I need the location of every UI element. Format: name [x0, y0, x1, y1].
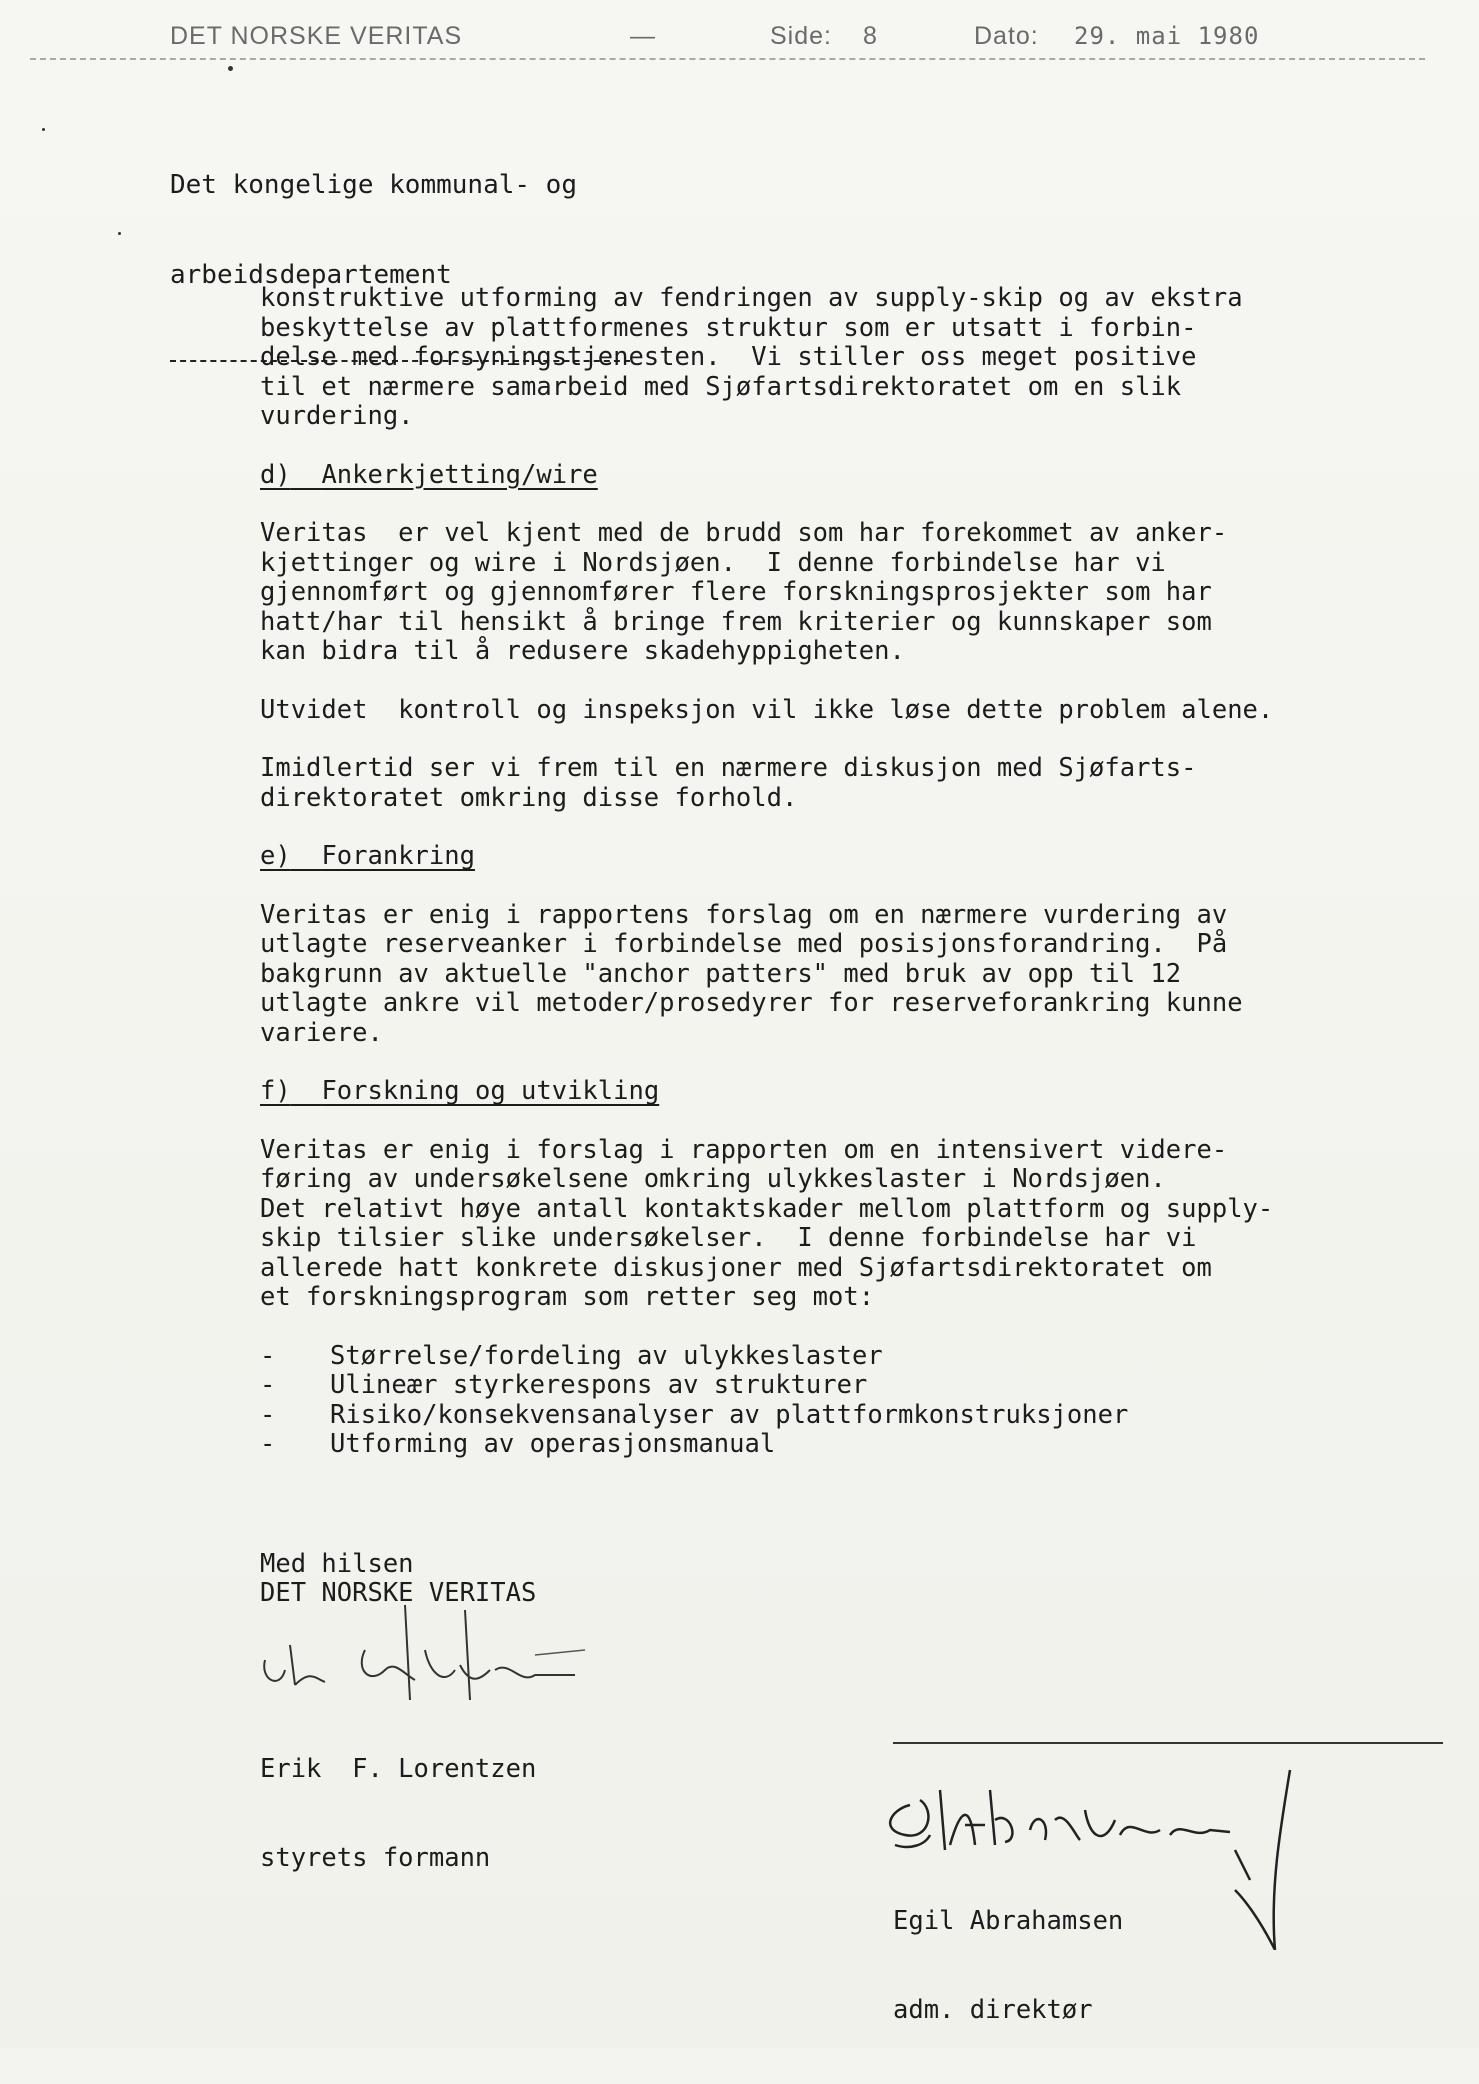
letterhead: [170, 18, 1320, 58]
section-heading-d: [260, 461, 1440, 491]
section-e-letter: e): [260, 841, 291, 871]
research-list: [260, 1342, 1440, 1460]
list-marker: -: [260, 1399, 276, 1430]
section-f-letter: f): [260, 1076, 291, 1106]
signature-line: [893, 1742, 1443, 1744]
list-item: [260, 1371, 1440, 1401]
scan-speck: [228, 66, 233, 71]
paragraph-e-1: Veritas er enig i rapportens forslag om en nærmere vurdering av utlagte reserveanker i forbindelse med posisjonsforandring. På bakgrunn av aktuelle "anchor patters" med bruk av opp til 12 utlagte ankre vil metoder/prosedyrer for reserveforankring kunne variere.: [260, 899, 1243, 1048]
signature-left: [255, 1590, 705, 1705]
list-marker: -: [260, 1429, 276, 1459]
signer-right-title: adm. direktør: [893, 1994, 1093, 2025]
signer-left-title: styrets formann: [260, 1842, 491, 1873]
list-item-text: Ulineær styrkerespons av strukturer: [330, 1370, 868, 1400]
closing-greeting: Med hilsen: [260, 1548, 414, 1579]
section-f-title: Forskning og utvikling: [321, 1076, 660, 1106]
list-item-text: Risiko/konsekvensanalyser av plattformkonstruksjoner: [330, 1399, 1129, 1430]
header-date: 29. mai 1980: [1074, 22, 1260, 50]
scan-speck: [42, 128, 45, 131]
closing-organization: DET NORSKE VERITAS: [260, 1578, 537, 1608]
section-d-letter: d): [260, 459, 291, 490]
header-page-label: Side:: [770, 22, 832, 50]
section-d-title: Ankerkjetting/wire: [321, 459, 598, 490]
header-dash: —: [630, 22, 656, 50]
paragraph-f-1: Veritas er enig i forslag i rapporten om en intensivert videre- føring av undersøkelsene omkring ulykkeslaster i Nordsjøen. Det relativt høye antall kontaktskader mellom plattform og supply- skip tilsier slike undersøkelser. I denne forbindelse har vi allerede hatt konkrete diskusjoner med Sjøfartsdirektoratet om et forskningsprogram som retter seg mot:: [260, 1134, 1274, 1312]
section-e-title: Forankring: [321, 841, 475, 871]
recipient-line-2: arbeidsdepartement: [170, 260, 452, 290]
list-item: [260, 1342, 1440, 1372]
paragraph-intro: konstruktive utforming av fendringen av supply-skip og av ekstra beskyttelse av plattformenes struktur som er utsatt i forbin- delse med forsyningstjenesten. Vi stiller oss meget positive til et nærmere samarbeid med Sjøfartsdirektoratet om en slik vurdering.: [260, 283, 1243, 431]
recipient-line-1: Det kongelige kommunal- og: [170, 170, 577, 200]
list-item-text: Størrelse/fordeling av ulykkeslaster: [330, 1340, 883, 1371]
header-divider: [30, 58, 1425, 60]
scan-speck: [118, 232, 121, 235]
header-date-label: Dato:: [974, 22, 1039, 50]
section-heading-e: [260, 842, 1440, 872]
paragraph-d-1: Veritas er vel kjent med de brudd som har forekommet av anker- kjettinger og wire i Nordsjøen. I denne forbindelse har vi gjennomført og gjennomfører flere forskningsprosjekter som har hatt/har til hensikt å bringe frem kriterier og kunnskaper som kan bidra til å redusere skadehyppigheten.: [260, 518, 1228, 666]
signer-left-block: [260, 1696, 536, 1932]
list-item: [260, 1430, 1440, 1460]
paragraph-d-3: Imidlertid ser vi frem til en nærmere diskusjon med Sjøfarts- direktoratet omkring disse forhold.: [260, 753, 1197, 813]
signer-left-name: Erik F. Lorentzen: [260, 1754, 537, 1784]
list-marker: -: [260, 1340, 276, 1371]
list-marker: -: [260, 1370, 276, 1400]
list-item-text: Utforming av operasjonsmanual: [330, 1429, 776, 1459]
signer-right-name: Egil Abrahamsen: [893, 1906, 1124, 1936]
letter-body: [260, 284, 1440, 1609]
signer-right-block: [893, 1848, 1123, 2084]
paragraph-d-2: Utvidet kontroll og inspeksjon vil ikke løse dette problem alene.: [260, 694, 1274, 725]
header-page-number: 8: [863, 22, 878, 50]
section-heading-f: [260, 1077, 1440, 1107]
header-organization: DET NORSKE VERITAS: [170, 22, 463, 50]
list-item: [260, 1401, 1440, 1431]
